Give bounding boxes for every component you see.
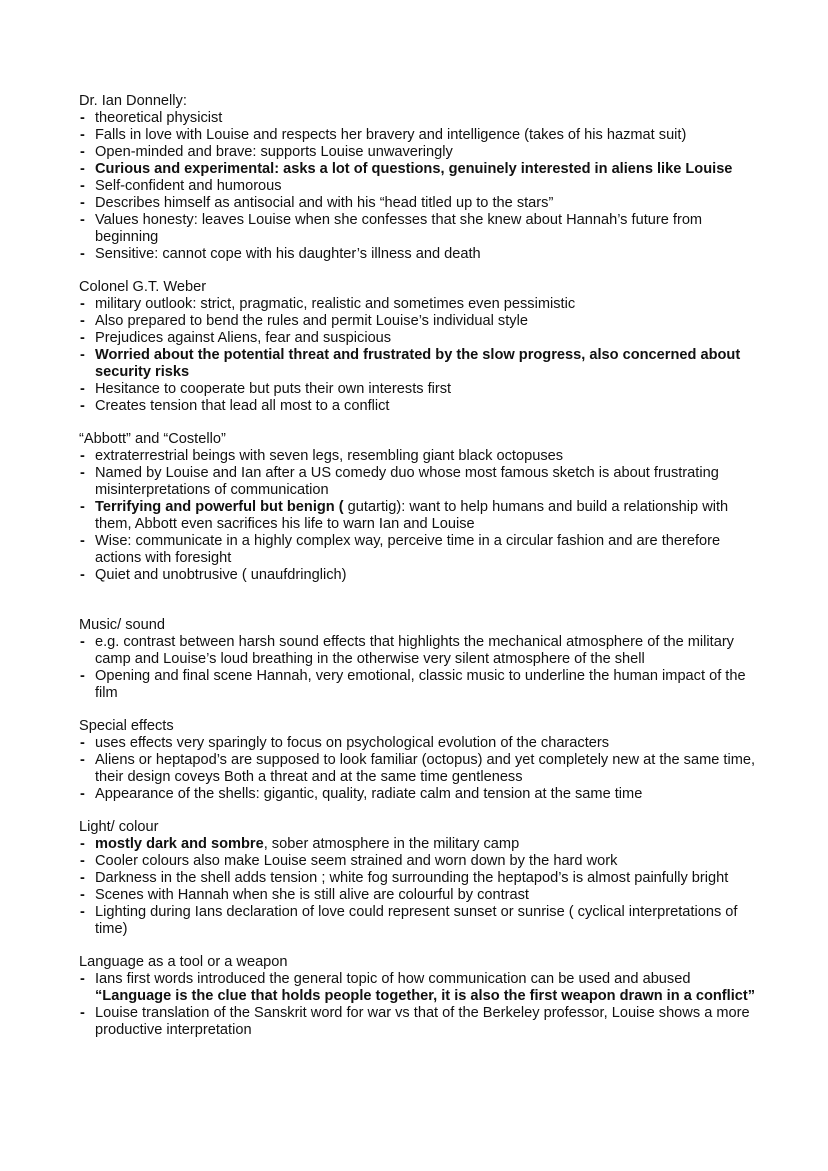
text: Lighting during Ians declaration of love could represent sunset or sunrise ( cyclical interpretations of time) [95,904,738,937]
list-item [79,212,759,246]
text: Wise: communicate in a highly complex way, perceive time in a circular fashion and are therefore actions with foresight [95,533,721,566]
text: Also prepared to bend the rules and permit Louise’s individual style [95,313,528,329]
list-item [79,313,759,330]
bullet-list [79,296,759,415]
text: Quiet and unobtrusive ( unaufdringlich) [95,567,347,583]
list-item [79,398,759,415]
text: Self-confident and humorous [95,178,282,194]
text: Creates tension that lead all most to a conflict [95,398,390,414]
list-item [79,634,759,668]
text: extraterrestrial beings with seven legs, resembling giant black octopuses [95,448,564,464]
document-body [79,93,759,1039]
list-item [79,465,759,499]
section [79,954,759,1039]
text: Opening and final scene Hannah, very emotional, classic music to underline the human impact of the film [95,668,746,701]
section [79,617,759,702]
text: Cooler colours also make Louise seem strained and worn down by the hard work [95,853,618,869]
section [79,718,759,803]
text: uses effects very sparingly to focus on psychological evolution of the characters [95,735,610,751]
list-item [79,347,759,381]
bold-text: Terrifying and powerful but benign ( [95,499,344,515]
text: gutartig): want to help humans and build a relationship with them, Abbott even sacrifices his life to warn Ian and Louise [95,499,729,532]
text: , sober atmosphere in the military camp [263,836,520,852]
list-item [79,1005,759,1039]
list-item [79,296,759,313]
section [79,819,759,938]
bold-text: “Language is the clue that holds people together, it is also the first weapon drawn in a conflict” [95,988,756,1004]
list-item [79,178,759,195]
list-item [79,836,759,853]
text: Sensitive: cannot cope with his daughter’s illness and death [95,246,481,262]
text: Values honesty: leaves Louise when she confesses that she knew about Hannah’s future from beginning [95,212,703,245]
list-item [79,887,759,904]
text: Aliens or heptapod’s are supposed to look familiar (octopus) and yet completely new at the same time, their design coveys Both a threat and at the same time gentleness [95,752,756,785]
list-item [79,144,759,161]
list-item [79,448,759,465]
list-item [79,110,759,127]
list-item [79,195,759,212]
bold-text: Curious and experimental: asks a lot of questions, genuinely interested in aliens like Louise [95,161,733,177]
section-heading: Light/ colour [79,819,159,835]
text: theoretical physicist [95,110,223,126]
section-heading: Music/ sound [79,617,165,633]
text: Ians first words introduced the general topic of how communication can be used and abused [95,971,691,987]
list-item [79,330,759,347]
text: Falls in love with Louise and respects her bravery and intelligence (takes of his hazmat suit) [95,127,687,143]
bold-text: Worried about the potential threat and frustrated by the slow progress, also concerned about security risks [95,347,741,380]
list-item [79,870,759,887]
text: Hesitance to cooperate but puts their own interests first [95,381,452,397]
section-heading: “Abbott” and “Costello” [79,431,226,447]
list-item [79,246,759,263]
text: e.g. contrast between harsh sound effects that highlights the mechanical atmosphere of the military camp and Louise’s loud breathing in the otherwise very silent atmosphere of the shell [95,634,734,667]
text: Louise translation of the Sanskrit word for war vs that of the Berkeley professor, Louise shows a more productive interpretation [95,1005,750,1038]
list-item [79,904,759,938]
text: Scenes with Hannah when she is still alive are colourful by contrast [95,887,529,903]
text: Open-minded and brave: supports Louise unwaveringly [95,144,453,160]
section-heading: Dr. Ian Donnelly: [79,93,187,109]
section-heading: Special effects [79,718,174,734]
section [79,93,759,263]
bullet-list [79,971,759,1039]
bullet-list [79,634,759,702]
bullet-list [79,836,759,938]
bullet-list [79,110,759,263]
list-item [79,533,759,567]
text: Describes himself as antisocial and with his “head titled up to the stars” [95,195,554,211]
list-item [79,735,759,752]
text: Named by Louise and Ian after a US comedy duo whose most famous sketch is about frustrating misinterpretations of communication [95,465,719,498]
text: military outlook: strict, pragmatic, realistic and sometimes even pessimistic [95,296,576,312]
text: Prejudices against Aliens, fear and suspicious [95,330,392,346]
list-item [79,668,759,702]
list-item [79,853,759,870]
list-item [79,381,759,398]
list-item [79,127,759,144]
list-item [79,161,759,178]
list-item [79,971,759,1005]
section [79,431,759,584]
list-item [79,499,759,533]
bold-text: mostly dark and sombre [95,836,264,852]
list-item [79,786,759,803]
section-heading: Colonel G.T. Weber [79,279,207,295]
list-item [79,752,759,786]
text: Darkness in the shell adds tension ; white fog surrounding the heptapod’s is almost painfully bright [95,870,729,886]
section [79,279,759,415]
list-item [79,567,759,584]
bullet-list [79,448,759,584]
section-heading: Language as a tool or a weapon [79,954,288,970]
text: Appearance of the shells: gigantic, quality, radiate calm and tension at the same time [95,786,643,802]
bullet-list [79,735,759,803]
